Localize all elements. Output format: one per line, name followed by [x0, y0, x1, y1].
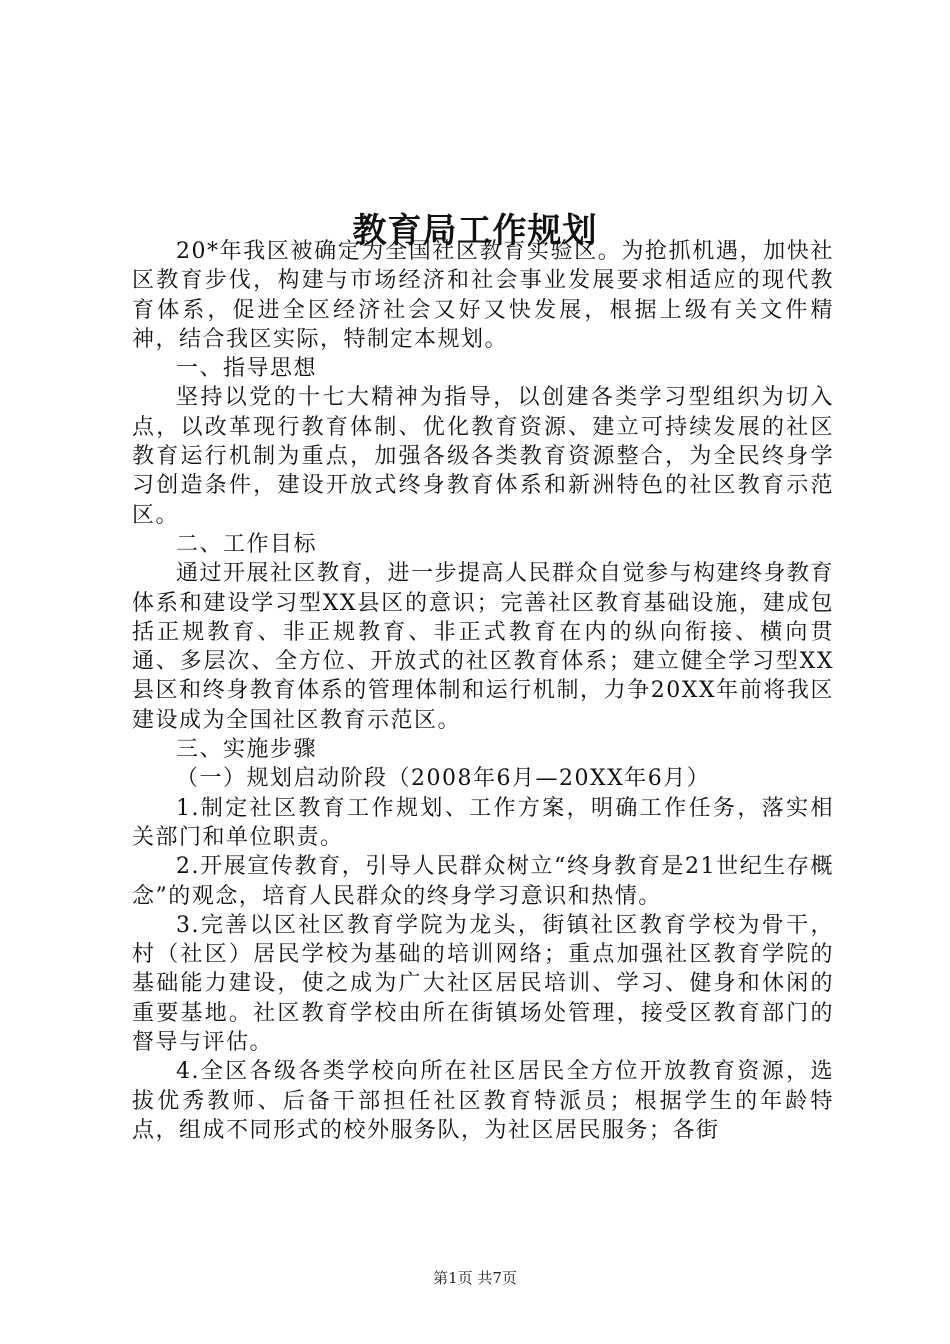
guiding-ideology-paragraph: 坚持以党的十七大精神为指导，以创建各类学习型组织为切入点，以改革现行教育体制、优化教育资源、建立可持续发展的社区教育运行机制为重点，加强各级各类教育资源整合，为全民终身学习创造条件，建设开放式终身教育体系和新洲特色的社区教育示范区。 [132, 385, 834, 528]
section-heading-implementation-steps: 三、实施步骤 [176, 737, 318, 763]
section-heading-guiding-ideology: 一、指导思想 [176, 356, 318, 382]
work-goals-paragraph: 通过开展社区教育，进一步提高人民群众自觉参与构建终身教育体系和建设学习型XX县区的意识；完善社区教育基础设施，建成包括正规教育、非正规教育、非正式教育在内的纵向衔接、横向贯通、多层次、全方位、开放式的社区教育体系；建立健全学习型XX县区和终身教育体系的管理体制和运行机制，力争20XX年前将我区建设成为全国社区教育示范区。 [132, 561, 835, 733]
intro-paragraph: 20*年我区被确定为全国社区教育实验区。为抢抓机遇，加快社区教育步伐，构建与市场经济和社会事业发展要求相适应的现代教育体系，促进全区经济社会又好又快发展，根据上级有关文件精神，结合我区实际，特制定本规划。 [132, 239, 834, 352]
list-item: 4.全区各级各类学校向所在社区居民全方位开放教育资源，选拔优秀教师、后备干部担任社区教育特派员；根据学生的年龄特点，组成不同形式的校外服务队，为社区居民服务；各街 [132, 1059, 834, 1143]
list-item: 2.开展宣传教育，引导人民群众树立“终身教育是21世纪生存概念”的观念，培育人民群众的终身学习意识和热情。 [132, 854, 834, 909]
list-item: 3.完善以区社区教育学院为龙头，街镇社区教育学校为骨干，村（社区）居民学校为基础的培训网络；重点加强社区教育学院的基础能力建设，使之成为广大社区居民培训、学习、健身和休闲的重要基地。社区教育学校由所在街镇场处管理，接受区教育部门的督导与评估。 [132, 912, 834, 1056]
list-item: 1.制定社区教育工作规划、工作方案，明确工作任务，落实相关部门和单位职责。 [132, 795, 834, 850]
phase-heading-launch: （一）规划启动阶段（2008年6月—20XX年6月） [176, 766, 711, 792]
document-body [132, 237, 834, 1145]
page-number-footer: 第1页 共7页 [433, 1269, 517, 1287]
document-title: 教育局工作规划 [352, 210, 598, 251]
section-heading-work-goals: 二、工作目标 [176, 531, 318, 557]
